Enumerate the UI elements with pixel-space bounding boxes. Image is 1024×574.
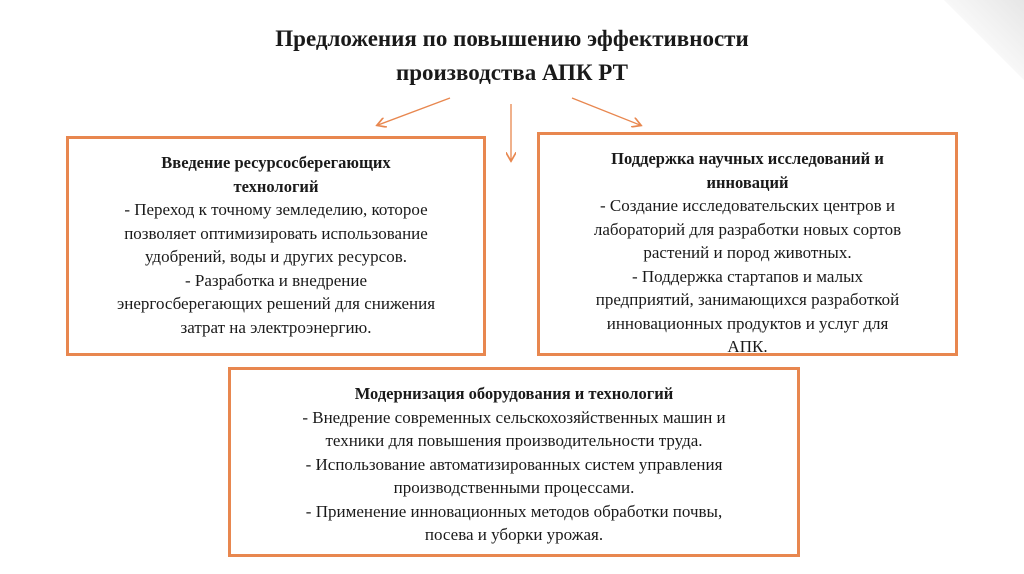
box-text-line: - Создание исследовательских центров и — [599, 196, 895, 215]
box-heading: технологий — [233, 176, 319, 196]
box-text-line: затрат на электроэнергию. — [180, 317, 372, 337]
box-heading: Поддержка научных исследований и — [611, 149, 884, 168]
title-line-1: Предложения по повышению эффективности — [275, 26, 749, 51]
box-text-line: предприятий, занимающихся разработкой — [595, 290, 900, 309]
box-text-line: позволяет оптимизировать использование — [124, 223, 428, 243]
box-resource-saving — [66, 136, 486, 356]
arrow-right — [572, 98, 640, 125]
box-text-line: - Внедрение современных сельскохозяйственных машин и — [302, 407, 726, 427]
box-heading: инноваций — [706, 172, 789, 192]
box-text-line: - Использование автоматизированных систем управления — [305, 454, 723, 474]
box-text-line: - Переход к точному земледелию, которое — [124, 200, 428, 219]
box-text-line: техники для повышения производительности труда. — [325, 431, 703, 450]
box-text-line: производственными процессами. — [393, 478, 635, 497]
title-line-2: производства АПК РТ — [396, 60, 628, 85]
box-text-line: - Поддержка стартапов и малых — [631, 266, 863, 286]
box-modernization — [228, 367, 800, 557]
box-text-line: энергосберегающих решений для снижения — [116, 294, 436, 313]
box-text-line: лабораторий для разработки новых сортов — [593, 219, 902, 239]
box-heading: Введение ресурсосберегающих — [161, 153, 391, 172]
box-text-line: растений и пород животных. — [643, 243, 852, 262]
box-text-line: удобрений, воды и других ресурсов. — [144, 247, 407, 266]
box-text-line: АПК. — [727, 337, 768, 356]
box-text-line: - Разработка и внедрение — [184, 270, 368, 290]
box-text-line: - Применение инновационных методов обработки почвы, — [305, 501, 723, 521]
box-text-line: посева и уборки урожая. — [424, 525, 604, 544]
box-heading: Модернизация оборудования и технологий — [354, 384, 674, 403]
box-research-support — [537, 132, 958, 356]
box-text-line: инновационных продуктов и услуг для — [606, 313, 889, 333]
arrow-left — [378, 98, 450, 125]
